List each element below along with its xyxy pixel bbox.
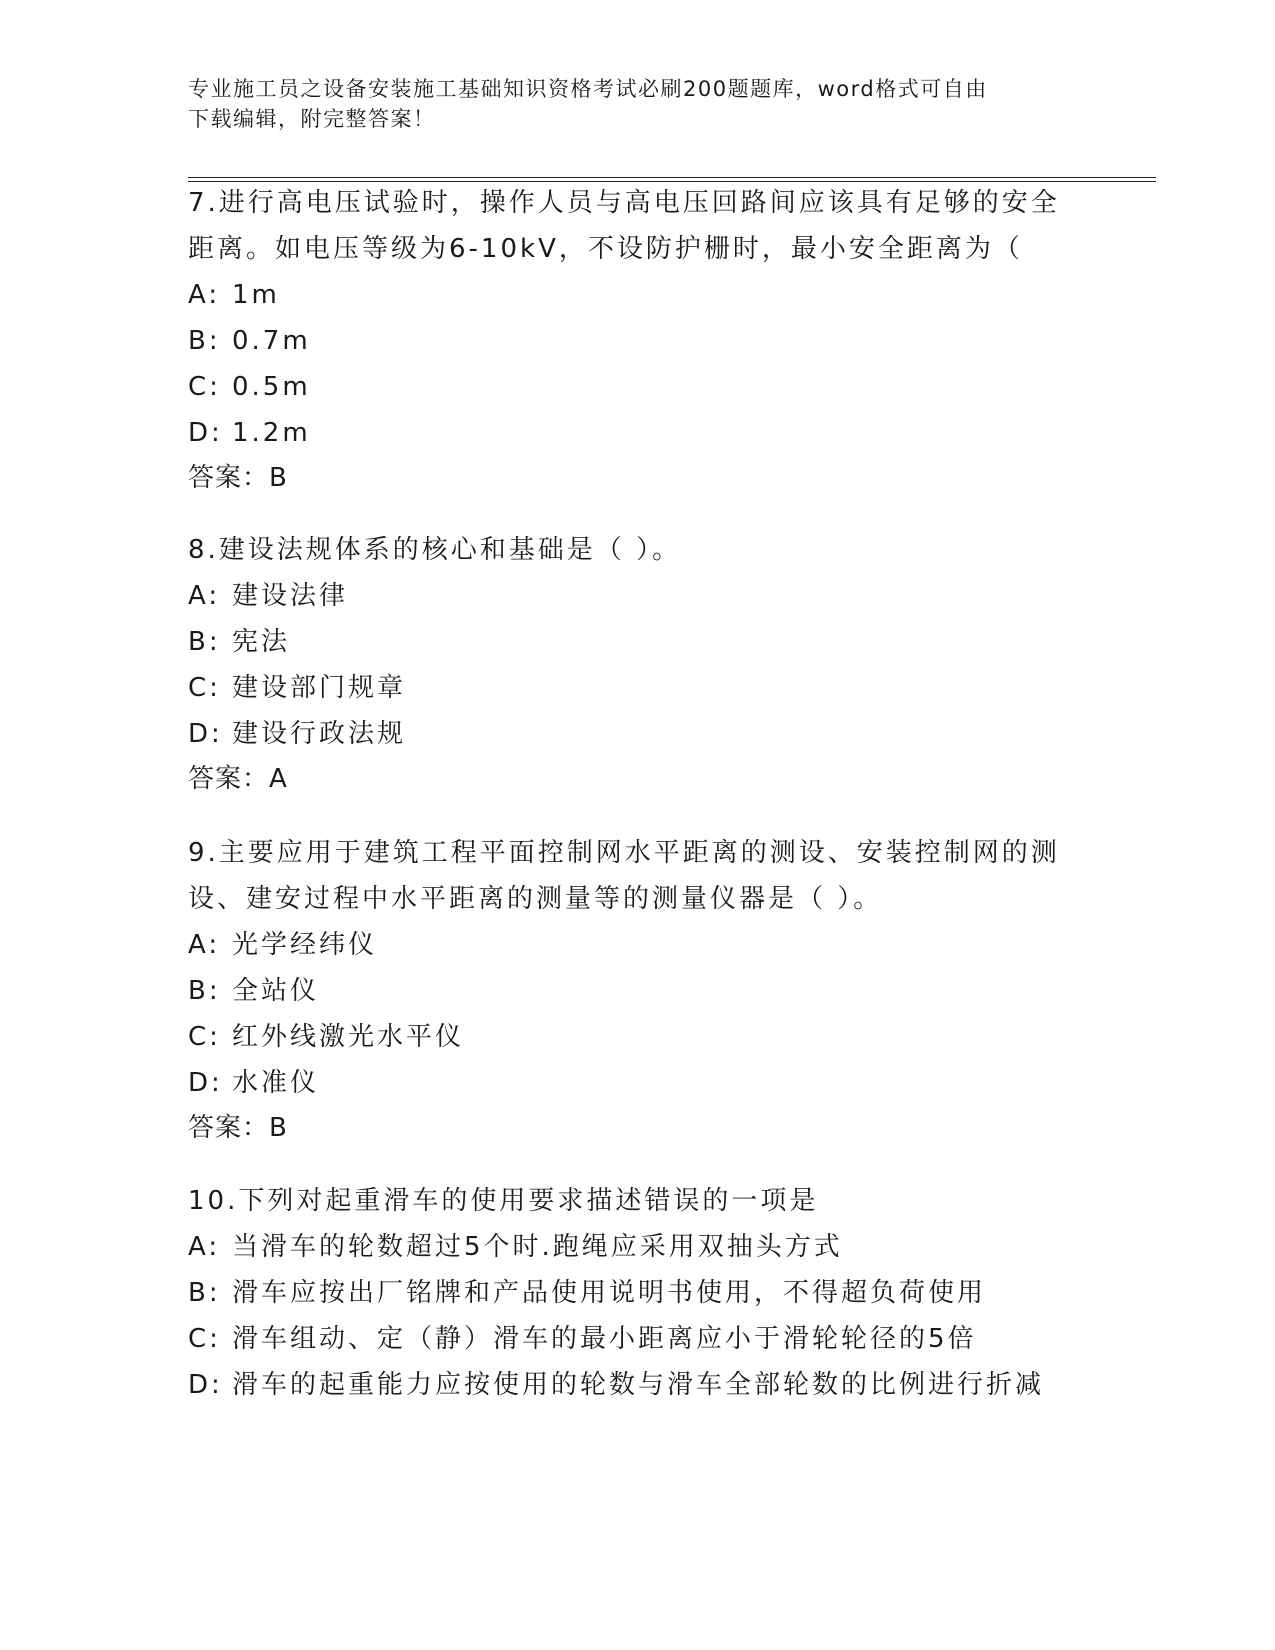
option-letter: B: — [188, 1278, 221, 1308]
option-c — [188, 1014, 1068, 1060]
option-letter: C: — [188, 372, 221, 402]
option-letter: C: — [188, 1022, 221, 1052]
option-text: 滑车应按出厂铭牌和产品使用说明书使用，不得超负荷使用 — [232, 1278, 987, 1308]
option-letter: B: — [188, 627, 221, 657]
option-letter: D: — [188, 1068, 223, 1098]
option-letter: A: — [188, 1232, 221, 1262]
question-8 — [188, 527, 1068, 801]
question-stem-line: 距离。如电压等级为6-10kV，不设防护栅时，最小安全距离为（ — [188, 234, 1023, 264]
option-text: 1m — [232, 280, 280, 310]
answer: 答案：B — [188, 463, 288, 493]
option-letter: D: — [188, 418, 223, 448]
option-text: 宪法 — [232, 627, 291, 657]
option-d — [188, 1060, 1068, 1106]
option-d — [188, 1362, 1068, 1408]
answer: 答案：B — [188, 1113, 288, 1143]
option-text: 红外线激光水平仪 — [232, 1022, 465, 1052]
option-text: 当滑车的轮数超过5个时.跑绳应采用双抽头方式 — [232, 1232, 843, 1262]
option-letter: D: — [188, 1370, 223, 1400]
option-text: 0.7m — [232, 326, 311, 356]
question-7 — [188, 180, 1068, 500]
question-stem-line: 10.下列对起重滑车的使用要求描述错误的一项是 — [188, 1186, 819, 1216]
option-b — [188, 968, 1068, 1014]
option-c — [188, 1316, 1068, 1362]
option-text: 滑车组动、定（静）滑车的最小距离应小于滑轮轮径的5倍 — [232, 1324, 977, 1354]
option-text: 滑车的起重能力应按使用的轮数与滑车全部轮数的比例进行折减 — [232, 1370, 1045, 1400]
option-text: 光学经纬仪 — [232, 930, 378, 960]
option-a — [188, 272, 1068, 318]
option-letter: B: — [188, 976, 221, 1006]
question-10 — [188, 1178, 1068, 1408]
option-letter: A: — [188, 930, 221, 960]
option-text: 水准仪 — [232, 1068, 320, 1098]
document-header — [188, 74, 1088, 134]
header-line-2: 下载编辑，附完整答案！ — [188, 107, 436, 131]
question-stem-line: 7.进行高电压试验时，操作人员与高电压回路间应该具有足够的安全 — [188, 188, 1060, 218]
question-stem-line: 8.建设法规体系的核心和基础是（ ）。 — [188, 535, 682, 565]
option-text: 0.5m — [232, 372, 311, 402]
question-9 — [188, 830, 1068, 1150]
answer: 答案：A — [188, 764, 288, 794]
header-divider-top — [188, 177, 1156, 178]
option-d — [188, 711, 1068, 757]
option-b — [188, 1270, 1068, 1316]
option-letter: C: — [188, 673, 221, 703]
option-text: 建设法律 — [232, 581, 349, 611]
question-stem-line: 设、建安过程中水平距离的测量等的测量仪器是（ ）。 — [188, 884, 883, 914]
header-line-1: 专业施工员之设备安装施工基础知识资格考试必刷200题题库，word格式可自由 — [188, 77, 988, 101]
option-text: 1.2m — [232, 418, 311, 448]
option-a — [188, 573, 1068, 619]
option-b — [188, 318, 1068, 364]
option-letter: A: — [188, 280, 221, 310]
option-text: 建设行政法规 — [232, 719, 407, 749]
option-a — [188, 922, 1068, 968]
option-b — [188, 619, 1068, 665]
option-letter: B: — [188, 326, 221, 356]
option-letter: D: — [188, 719, 223, 749]
option-c — [188, 665, 1068, 711]
option-d — [188, 410, 1068, 456]
option-text: 建设部门规章 — [232, 673, 407, 703]
option-letter: C: — [188, 1324, 221, 1354]
question-stem-line: 9.主要应用于建筑工程平面控制网水平距离的测设、安装控制网的测 — [188, 838, 1060, 868]
option-c — [188, 364, 1068, 410]
option-a — [188, 1224, 1068, 1270]
option-letter: A: — [188, 581, 221, 611]
option-text: 全站仪 — [232, 976, 320, 1006]
